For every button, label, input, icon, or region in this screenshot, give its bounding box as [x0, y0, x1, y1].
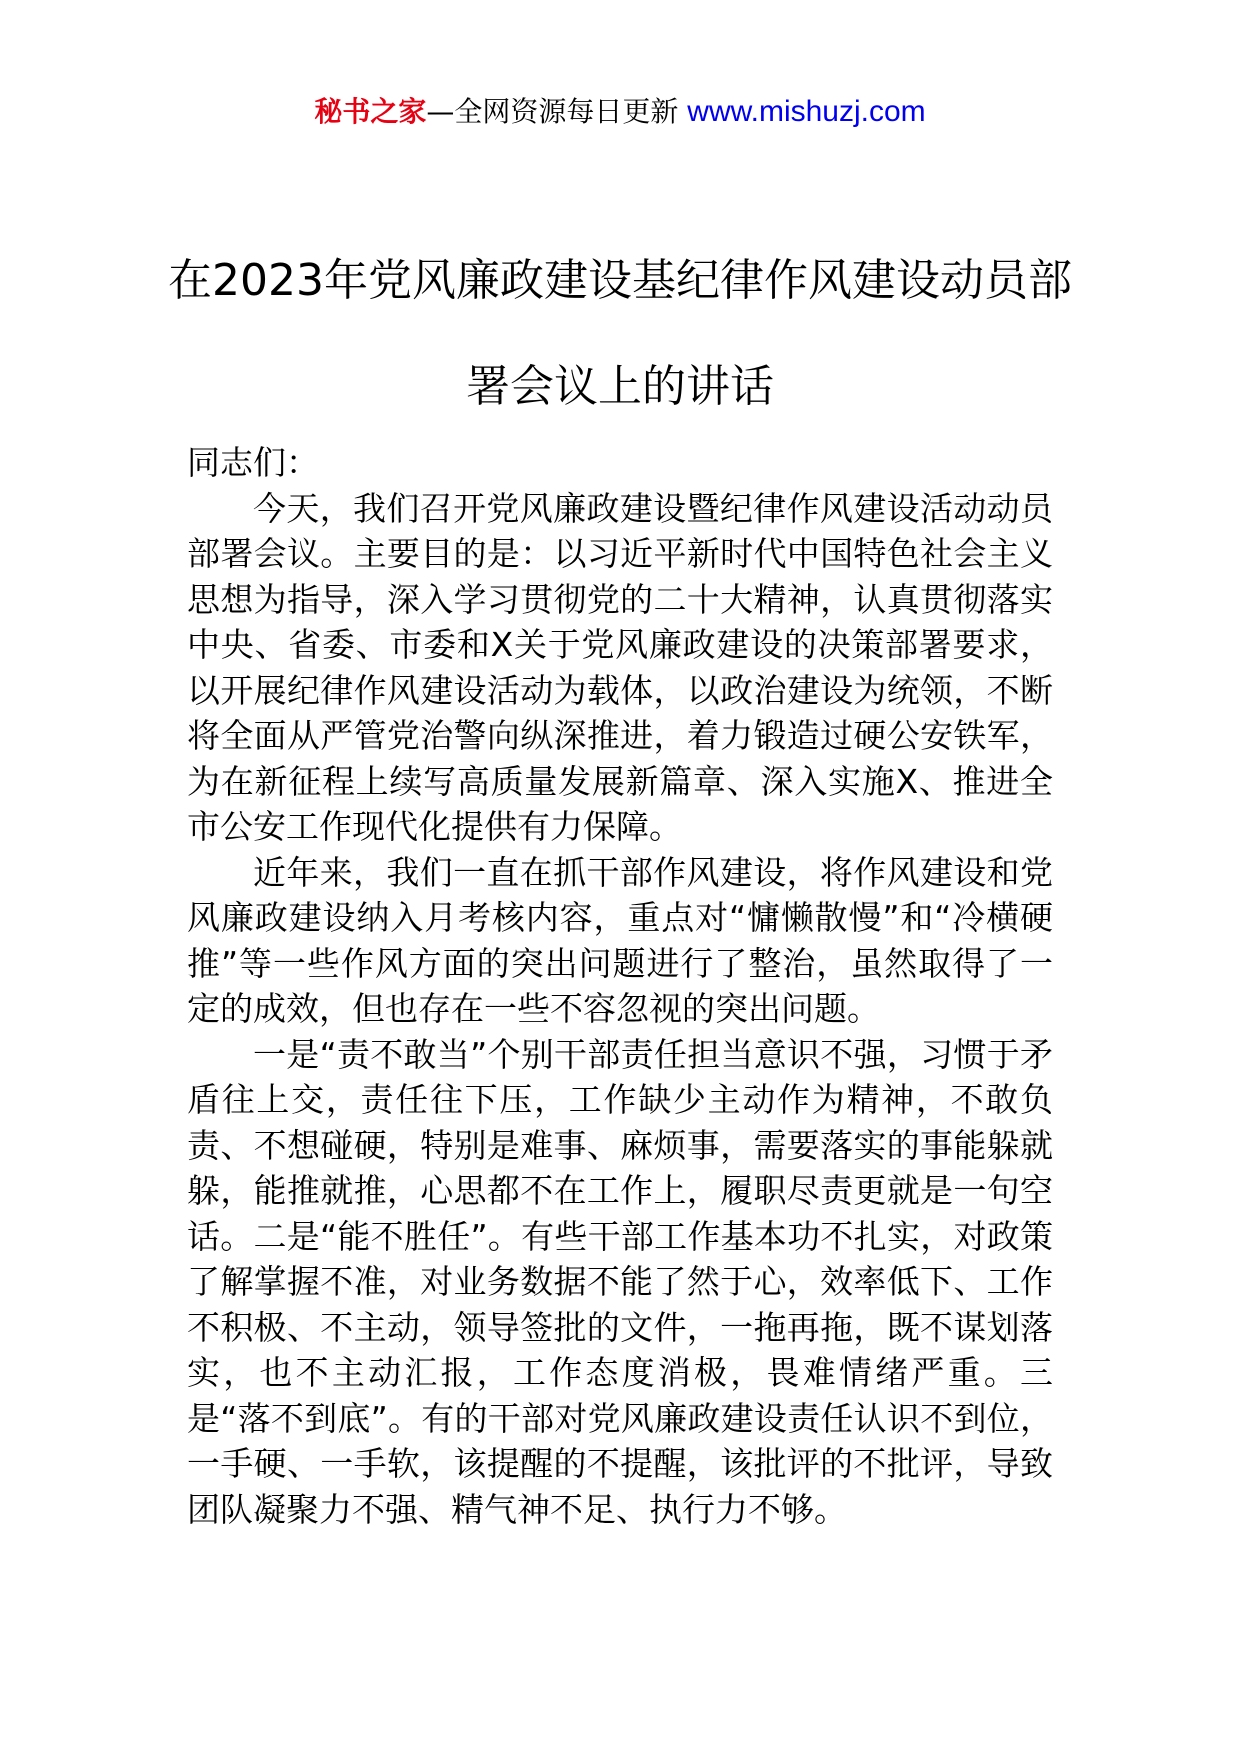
paragraph-problems: 一是“责不敢当”个别干部责任担当意识不强，习惯于矛盾往上交，责任往下压，工作缺少主动作为精神，不敢负责、不想碰硬，特别是难事、麻烦事，需要落实的事能躲就躲，能推就推，心思都不在工作上，履职尽责更就是一句空话。二是“能不胜任”。有些干部工作基本功不扎实，对政策了解掌握不准，对业务数据不能了然于心，效率低下、工作不积极、不主动，领导签批的文件，一拖再拖，既不谋划落实，也不主动汇报，工作态度消极，畏难情绪严重。三是“落不到底”。有的干部对党风廉政建设责任认识不到位，一手硬、一手软，该提醒的不提醒，该批评的不批评，导致团队凝聚力不强、精气神不足、执行力不够。	[187, 1034, 1053, 1529]
brand-name: 秘书之家	[314, 95, 427, 128]
site-header	[0, 92, 1240, 132]
paragraph-intro: 今天，我们召开党风廉政建设暨纪律作风建设活动动员部署会议。主要目的是：以习近平新时代中国特色社会主义思想为指导，深入学习贯彻党的二十大精神，认真贯彻落实中央、省委、市委和X关于党风廉政建设的决策部署要求，以开展纪律作风建设活动为载体，以政治建设为统领，不断将全面从严管党治警向纵深推进，着力锻造过硬公安铁军，为在新征程上续写高质量发展新篇章、深入实施X、推进全市公安工作现代化提供有力保障。	[187, 488, 1053, 846]
site-url-link[interactable]: www.mishuzj.com	[687, 95, 926, 128]
site-tagline: —全网资源每日更新	[426, 95, 679, 128]
paragraph-background: 近年来，我们一直在抓干部作风建设，将作风建设和党风廉政建设纳入月考核内容，重点对“慵懒散慢”和“冷横硬推”等一些作风方面的突出问题进行了整治，虽然取得了一定的成效，但也存在一些不容忽视的突出问题。	[187, 852, 1053, 1028]
document-body	[187, 440, 1053, 1532]
salutation: 同志们：	[187, 443, 319, 482]
document-title: 在2023年党风廉政建设基纪律作风建设动员部署会议上的讲话	[168, 255, 1072, 412]
